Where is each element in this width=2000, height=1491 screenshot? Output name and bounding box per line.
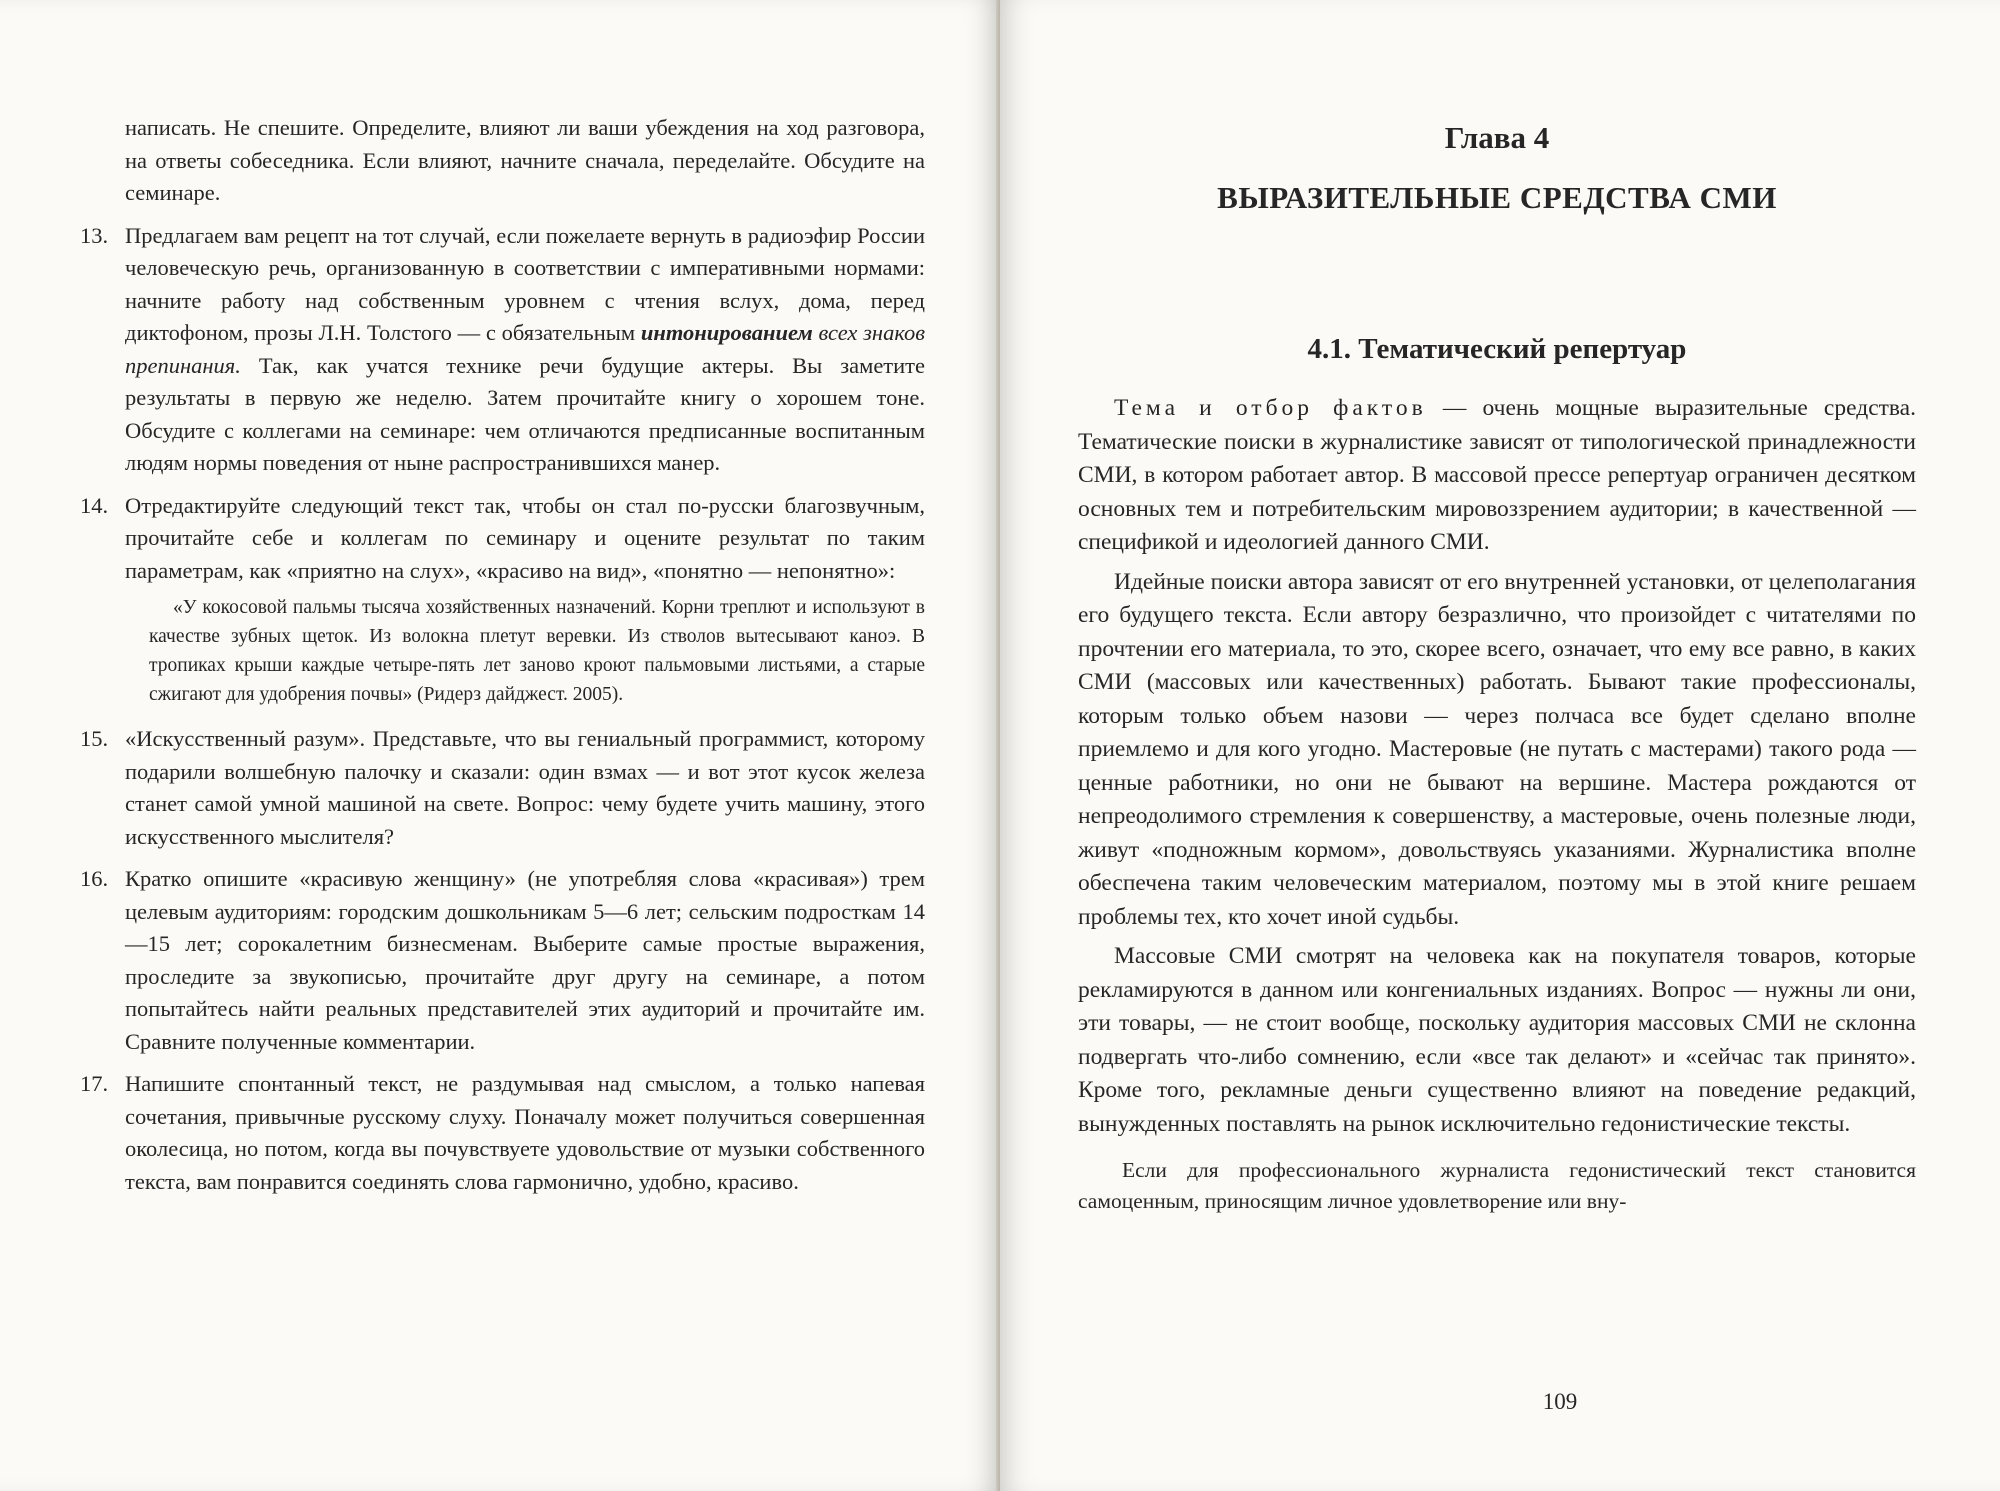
chapter-label: Глава 4 bbox=[1444, 120, 1550, 155]
left-column bbox=[80, 112, 925, 1208]
emphasis-italic: всех знаков препинания. bbox=[125, 320, 925, 378]
exercise-number: 17. bbox=[80, 1071, 109, 1096]
exercise-number: 15. bbox=[80, 726, 109, 751]
exercise-number: 14. bbox=[80, 492, 109, 518]
paragraph-3: Массовые СМИ смотрят на человека как на покупателя товаров, которые рекламируются в данном или конгениальных изданиях. Вопрос — нужны ли они, эти товары, — не стоит вообще, поскольку аудитория массовых СМИ не склонна подвергать что-либо сомнению, если «все так делают» и «сейчас так принято». Кроме того, рекламные деньги существенно влияют на поведение редакций, вынужденных поставлять на рынок исключительно гедонистические тексты. bbox=[1078, 943, 1916, 1137]
exercise-text: Кратко опишите «красивую женщину» (не употребляя слова «красивая») трем целевым аудиториям: городским дошкольникам 5—6 лет; сельским подросткам 14—15 лет; сорокалетним бизнесменам. Выберите самые простые выражения, проследите за звукописью, прочитайте друг другу на семинаре, а потом попытайтесь найти реальных представителей этих аудиторий и прочитайте им. Сравните полученные комментарии. bbox=[125, 866, 925, 1054]
emphasis-bold-italic: интонированием bbox=[640, 320, 813, 345]
exercise-text: Напишите спонтанный текст, не раздумывая над смыслом, а только напевая сочетания, привычные русскому слуху. Поначалу может получиться совершенная околесица, но потом, когда вы почувствуете удовольствие от музыки собственного текста, вам понравится соединять слова гармонично, удобно, красиво. bbox=[125, 1071, 925, 1194]
paragraph-4: Если для профессионального журналиста гедонистический текст становится самоценным, приносящим личное удовлетворение или вну- bbox=[1078, 1158, 1916, 1213]
paragraph-1: Тема и отбор фактов — очень мощные выразительные средства. Тематические поиски в журналистике зависят от типологической принадлежности СМИ, в котором работает автор. В массовой прессе репертуар ограничен десятком основных тем и потребительским мировоззрением аудитории; в качественной — спецификой и идеологией данного СМИ. bbox=[1078, 395, 1916, 555]
block-quote: «У кокосовой пальмы тысяча хозяйственных назначений. Корни треплют и используют в качестве зубных щеток. Из волокна плетут веревки. Из стволов вытесывают каноэ. В тропиках крыши каждые четыре-пять лет заново кроют пальмовыми листьями, а старые сжигают для удобрения почвы» (Ридерз дайджест. 2005). bbox=[149, 597, 925, 705]
paragraph-2: Идейные поиски автора зависят от его внутренней установки, от целеполагания его будущего текста. Если автору безразлично, что произойдет с читателями по прочтении его материала, то это, скорее всего, означает, что ему все равно, в каких СМИ (массовых или качественных) работать. Бывают такие профессионалы, которым только объем назови — через полчаса все будет сделано вполне приемлемо и для кого угодно. Мастеровые (не путать с мастерами) такого рода — ценные работники, но они не бывают на вершине. Мастера рождаются от непреодолимого стремления к совершенству, а мастеровые, очень полезные люди, живут «подножным кормом», довольствуясь указаниями. Журналистика вполне обеспечена таким человеческим материалом, поэтому мы в этой книге решаем проблемы тех, кто хочет иной судьбы. bbox=[1078, 568, 1916, 930]
section-title: 4.1. Тематический репертуар bbox=[1307, 333, 1687, 365]
exercise-text: Предлагаем вам рецепт на тот случай, если пожелаете вернуть в радиоэфир России человеческую речь, организованную в соответствии с императивными нормами: начните работу над собственным уровнем с чтения вслух, дома, перед диктофоном, прозы Л.Н. Толстого — с обязательным интонированием всех знаков препинания. Так, как учатся технике речи будущие актеры. Вы заметите результаты в первую же неделю. Затем прочитайте книгу о хорошем тоне. Обсудите с коллегами на семинаре: чем отличаются предписанные воспитанным людям нормы поведения от ныне распространившихся манер. bbox=[125, 222, 925, 475]
exercise-16 bbox=[80, 863, 925, 1058]
exercise-text: Отредактируйте следующий текст так, чтобы он стал по-русски благозвучным, прочитайте себе и коллегам по семинару и оцените результат по таким параметрам, как «приятно на слух», «красиво на вид», «понятно — непонятно»: bbox=[125, 492, 925, 583]
exercise-text: «Искусственный разум». Представьте, что вы гениальный программист, которому подарили волшебную палочку и сказали: один взмах — и вот этот кусок железа станет самой умной машиной на свете. Вопрос: чему будете учить машину, этого искусственного мыслителя? bbox=[125, 726, 925, 849]
chapter-title: ВЫРАЗИТЕЛЬНЫЕ СРЕДСТВА СМИ bbox=[1217, 180, 1777, 215]
exercise-14 bbox=[80, 490, 925, 710]
right-column bbox=[1078, 118, 1916, 1217]
exercise-17 bbox=[80, 1068, 925, 1198]
exercise-number: 13. bbox=[80, 222, 109, 248]
exercise-13 bbox=[80, 220, 925, 480]
exercise-number: 16. bbox=[80, 866, 109, 891]
intro-paragraph: написать. Не спешите. Определите, влияют ли ваши убеждения на ход разговора, на ответы собеседника. Если влияют, начните сначала, переделайте. Обсудите на семинаре. bbox=[125, 115, 925, 205]
spaced-emphasis: Тема и отбор фактов bbox=[1114, 395, 1427, 421]
page-number: 109 bbox=[1542, 1389, 1578, 1414]
exercise-15 bbox=[80, 723, 925, 853]
